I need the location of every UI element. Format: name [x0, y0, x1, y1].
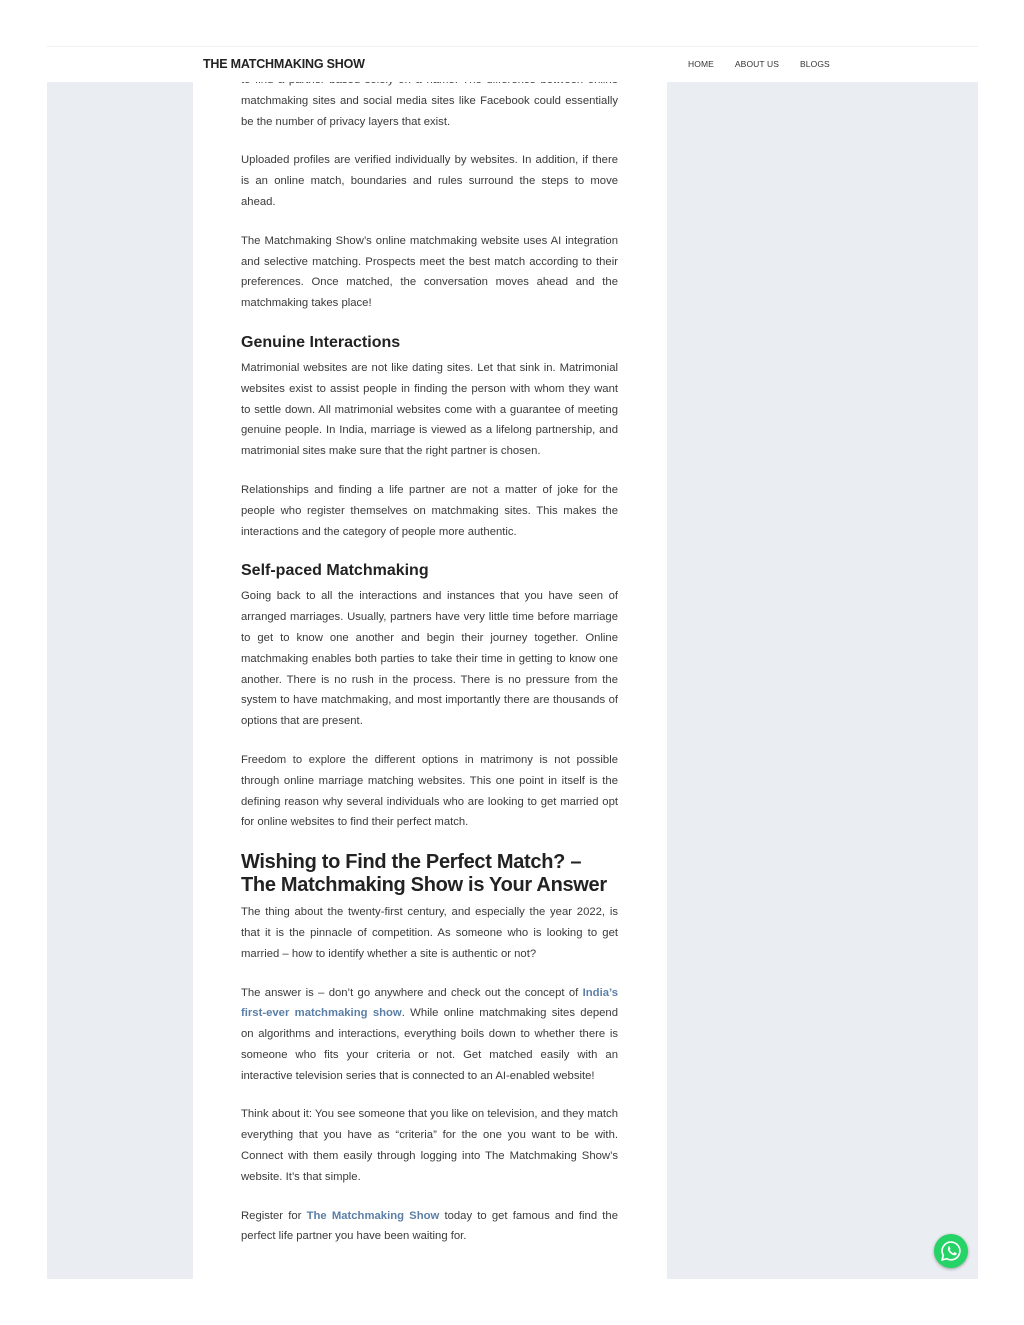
article-paragraph: Uploaded profiles are verified individually by websites. In addition, if there is an online match, boundaries and rules surround the steps to move ahead.: [241, 154, 618, 208]
section-heading-wishing: Wishing to Find the Perfect Match? – The Matchmaking Show is Your Answer: [241, 851, 607, 897]
article-paragraph: Going back to all the interactions and instances that you have seen of arranged marriages. Usually, partners have very little time before marriage to get to know one another and begin their journey together. Online matchmaking enables both parties to take their time in getting to know one another. There is no rush in the process. There is no pressure from the system to have matchmaking, and most importantly there are thousands of options that are present.: [241, 590, 618, 728]
nav-about-us[interactable]: ABOUT US: [734, 59, 780, 69]
article-paragraph: The thing about the twenty-first century, and especially the year 2022, is that it is the pinnacle of competition. As someone who is looking to get married – how to identify whether a site is authentic or not?: [241, 906, 618, 960]
text-run: The answer is – don’t go anywhere and check out the concept of: [241, 986, 583, 999]
text-run: today to get famous and find the perfect life partner you have been waiting for.: [241, 1209, 618, 1243]
whatsapp-chat-button[interactable]: [934, 1234, 968, 1268]
article-column: [193, 46, 667, 1279]
article-paragraph: Matrimonial websites are not like dating sites. Let that sink in. Matrimonial websites exist to assist people in finding the person with whom they want to settle down. All matrimonial websites come with a guarantee of meeting genuine people. In India, marriage is viewed as a lifelong partnership, and matrimonial sites make sure that the right partner is chosen.: [241, 361, 618, 458]
article-paragraph: Freedom to explore the different options in matrimony is not possible through online marriage matching websites. This one point in itself is the defining reason why several individuals who are looking to get married opt for online websites to find their perfect match.: [241, 753, 618, 829]
site-title[interactable]: THE MATCHMAKING SHOW: [203, 57, 365, 71]
site-header: [47, 46, 978, 82]
india-first-matchmaking-show-link[interactable]: India’s first-ever matchmaking show: [241, 986, 618, 1020]
article-paragraph: Think about it: You see someone that you like on television, and they match everything that you have as “criteria” for the one you want to be with. Connect with them easily through logging into The Matchmaking Show’s website. It’s that simple.: [241, 1108, 618, 1183]
section-heading-selfpaced: Self-paced Matchmaking: [241, 562, 429, 580]
article-body: [241, 70, 618, 1265]
matchmaking-show-link[interactable]: The Matchmaking Show: [306, 1209, 440, 1222]
main-nav: [688, 59, 830, 69]
article-paragraph: [241, 1206, 618, 1248]
article-paragraph: Relationships and finding a life partner are not a matter of joke for the people who register themselves on matchmaking sites. This makes the interactions and the category of people more authentic.: [241, 483, 618, 538]
article-paragraph: matchmaking sites and social media sites like Facebook could essentially be the number of privacy layers that exist.: [241, 94, 618, 128]
section-heading-genuine: Genuine Interactions: [241, 333, 401, 351]
article-paragraph: The Matchmaking Show’s online matchmaking website uses AI integration and selective matching. Prospects meet the best match according to their preferences. Once matched, the conversation moves ahead and the matchmaking takes place!: [241, 234, 618, 310]
article-paragraph: [241, 983, 618, 1087]
nav-blogs[interactable]: BLOGS: [800, 59, 830, 69]
text-run: . While online matchmaking sites depend on algorithms and interactions, everything boils down to whether there is someone who fits your criteria or not. Get matched easily with an interactive television series that is connected to an AI-enabled website!: [241, 1007, 618, 1082]
nav-home[interactable]: HOME: [688, 59, 714, 69]
whatsapp-icon: [940, 1240, 962, 1262]
text-run: Register for: [241, 1209, 307, 1222]
